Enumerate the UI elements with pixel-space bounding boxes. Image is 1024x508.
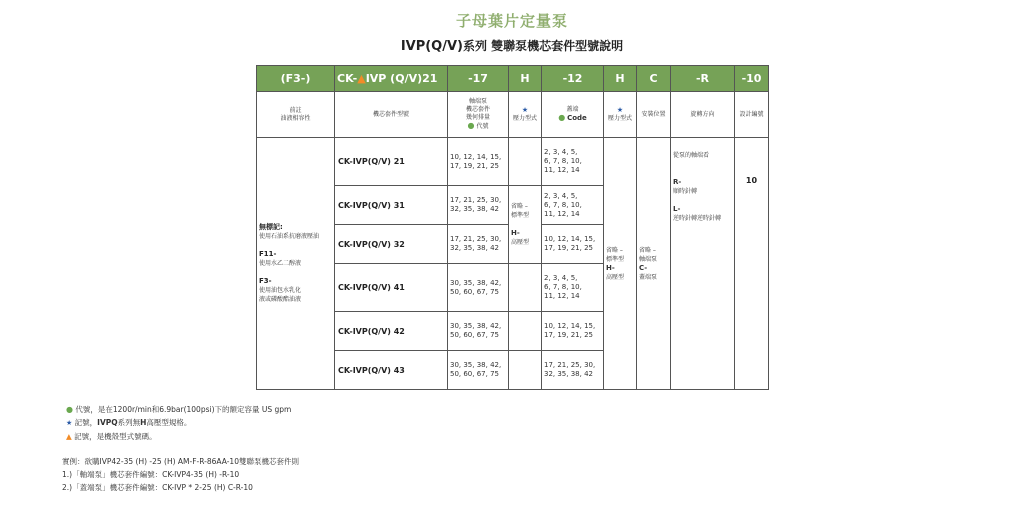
cover-code-cell: 10, 12, 14, 15, 17, 19, 21, 25 [542, 225, 604, 264]
shaft-displacement-cell: 30, 35, 38, 42, 50, 60, 67, 75 [448, 351, 509, 390]
page-title: 子母葉片定量泵 [455, 12, 568, 30]
triangle-icon: ▲ [357, 72, 366, 85]
model-code-table [256, 65, 769, 390]
subheader-model: 機芯套件型號 [335, 92, 448, 138]
header-shaft-pressure: H [509, 66, 542, 92]
header-row [257, 66, 769, 92]
star-icon: ★ [66, 419, 73, 427]
subtitle-series: IVP(Q/V) [400, 39, 463, 54]
cover-pressure-cell: 省略 – 標準型 H- 高壓型 [604, 138, 637, 390]
header-cover-pressure: H [604, 66, 637, 92]
note-star: ★ 記號，IVPQ系列無H高壓型規格。 [66, 418, 192, 427]
note-triangle: ▲ 記號，是機殼型式號碼。 [66, 432, 157, 441]
subheader-design: 設計編號 [735, 92, 769, 138]
shaft-displacement-cell: 30, 35, 38, 42, 50, 60, 67, 75 [448, 264, 509, 312]
cover-code-cell: 17, 21, 25, 30, 32, 35, 38, 42 [542, 351, 604, 390]
cover-code-cell: 10, 12, 14, 15, 17, 19, 21, 25 [542, 312, 604, 351]
subheader-cover: 蓋端 ● Code [542, 92, 604, 138]
header-model [335, 66, 448, 92]
header-cover-code: -12 [542, 66, 604, 92]
shaft-pressure-empty [509, 351, 542, 390]
example-line: 實例：欲購IVP42-35 (H) -25 (H) AM-F-R-86AA-10雙聯泵機芯套件則 [62, 457, 299, 466]
model-cell: CK-IVP(Q/V) 42 [335, 312, 448, 351]
dot-icon: ● [66, 405, 73, 414]
page-subtitle [0, 37, 1024, 54]
rotation-cell: 從泵的軸端看 R- 順時針轉 L- 逆時針轉逆時針轉 [671, 138, 735, 390]
model-cell: CK-IVP(Q/V) 32 [335, 225, 448, 264]
example-line: 1.)「軸端泵」機芯套件編號：CK-IVP4-35 (H) -R-10 [62, 470, 240, 479]
table-row [257, 138, 769, 186]
subheader-rotation: 旋轉方向 [671, 92, 735, 138]
header-shaft-displacement: -17 [448, 66, 509, 92]
shaft-pressure-empty [509, 312, 542, 351]
header-design: -10 [735, 66, 769, 92]
model-cell: CK-IVP(Q/V) 41 [335, 264, 448, 312]
header-model-suffix: IVP (Q/V)21 [365, 72, 438, 85]
model-cell: CK-IVP(Q/V) 31 [335, 186, 448, 225]
cover-code-cell: 2, 3, 4, 5, 6, 7, 8, 10, 11, 12, 14 [542, 186, 604, 225]
subheader-shaft: 軸端泵 機芯套件 幾何排量 ● 代號 [448, 92, 509, 138]
shaft-pressure-empty [509, 264, 542, 312]
subheader-fluid: 前註 油液相容性 [257, 92, 335, 138]
shaft-displacement-cell: 30, 35, 38, 42, 50, 60, 67, 75 [448, 312, 509, 351]
design-number-cell: 10 [735, 138, 769, 390]
fluid-compatibility-notes: 無標記: 使用石油系抗磨液壓油 F11- 使用水乙二醇液 F3- 使用油包水乳化 液或磷酸酯油液 [257, 138, 335, 390]
example-section [62, 455, 299, 494]
shaft-displacement-cell: 10, 12, 14, 15, 17, 19, 21, 25 [448, 138, 509, 186]
cover-code-cell: 2, 3, 4, 5, 6, 7, 8, 10, 11, 12, 14 [542, 138, 604, 186]
shaft-displacement-cell: 17, 21, 25, 30, 32, 35, 38, 42 [448, 225, 509, 264]
subheader-cover-pressure: ★ 壓力型式 [604, 92, 637, 138]
legend-notes [66, 403, 291, 443]
example-line: 2.)「蓋端泵」機芯套件編號：CK-IVP * 2-25 (H) C-R-10 [62, 483, 253, 492]
cover-code-cell: 2, 3, 4, 5, 6, 7, 8, 10, 11, 12, 14 [542, 264, 604, 312]
subheader-shaft-pressure: ★ 壓力型式 [509, 92, 542, 138]
header-mounting: C [637, 66, 671, 92]
subtitle-text: 系列 雙聯泵機芯套件型號說明 [462, 39, 624, 53]
model-cell: CK-IVP(Q/V) 21 [335, 138, 448, 186]
dot-icon: ● [558, 113, 566, 122]
shaft-pressure-empty [509, 138, 542, 186]
star-icon: ★ [616, 106, 624, 114]
header-fluid: (F3-) [257, 66, 335, 92]
dot-icon: ● [467, 121, 475, 130]
subheader-row [257, 92, 769, 138]
note-dot: ● 代號，是在1200r/min和6.9bar(100psi)下的額定容量 US gpm [66, 405, 292, 414]
shaft-displacement-cell: 17, 21, 25, 30, 32, 35, 38, 42 [448, 186, 509, 225]
subheader-mounting: 安裝位置 [637, 92, 671, 138]
star-icon: ★ [521, 106, 529, 114]
shaft-pressure-cell: 省略 – 標準型 H- 高壓型 [509, 186, 542, 264]
header-model-prefix: CK- [337, 72, 358, 85]
header-rotation: -R [671, 66, 735, 92]
triangle-icon: ▲ [66, 432, 72, 441]
mounting-cell: 省略 – 軸端泵 C- 蓋端泵 [637, 138, 671, 390]
model-cell: CK-IVP(Q/V) 43 [335, 351, 448, 390]
